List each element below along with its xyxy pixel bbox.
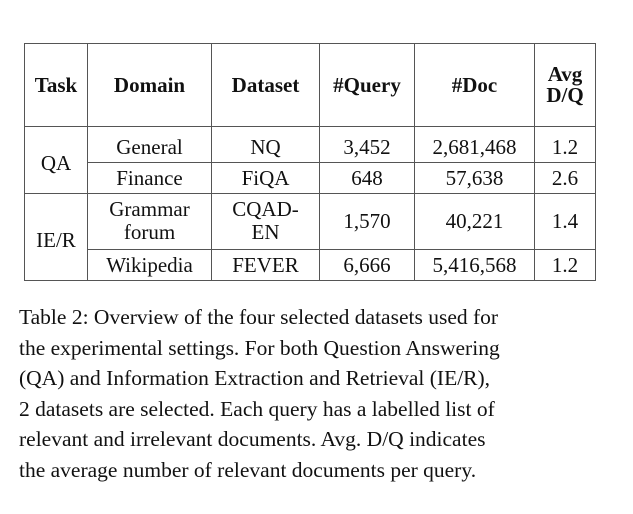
table-caption [19, 302, 611, 485]
dataset-two-line [232, 198, 299, 244]
doc-cell: 2,681,468 [415, 127, 535, 163]
caption-line: the experimental settings. For both Question Answering [19, 335, 500, 360]
doc-cell: 40,221 [415, 194, 535, 250]
dataset-line2: EN [251, 220, 280, 245]
header-avg-line2: D/Q [546, 83, 584, 107]
dataset-cell: NQ [212, 127, 320, 163]
avg-cell: 1.4 [535, 194, 596, 250]
domain-cell [88, 194, 212, 250]
header-dataset: Dataset [212, 44, 320, 127]
header-doc: #Doc [415, 44, 535, 127]
dataset-line1: CQAD- [232, 197, 299, 222]
table-row [25, 127, 596, 163]
task-cell-ier: IE/R [25, 194, 88, 281]
avg-cell: 1.2 [535, 127, 596, 163]
header-task: Task [25, 44, 88, 127]
query-cell: 648 [320, 163, 415, 194]
table-header [25, 44, 596, 127]
header-avg-line1: Avg [547, 62, 583, 86]
domain-line1: Grammar [109, 197, 190, 222]
caption-line: Table 2: Overview of the four selected datasets used for [19, 305, 499, 329]
header-domain: Domain [88, 44, 212, 127]
domain-cell: Wikipedia [88, 250, 212, 281]
domain-cell: Finance [88, 163, 212, 194]
domain-line2: forum [123, 220, 176, 245]
dataset-table-container [24, 43, 595, 281]
query-cell: 6,666 [320, 250, 415, 281]
query-cell: 3,452 [320, 127, 415, 163]
doc-cell: 5,416,568 [415, 250, 535, 281]
task-cell-qa: QA [25, 127, 88, 194]
dataset-cell: FiQA [212, 163, 320, 194]
ier-group [25, 194, 596, 281]
doc-cell: 57,638 [415, 163, 535, 194]
table-row [25, 163, 596, 194]
qa-group [25, 127, 596, 194]
table-row [25, 250, 596, 281]
avg-cell: 1.2 [535, 250, 596, 281]
caption-line: 2 datasets are selected. Each query has a labelled list of [19, 396, 495, 421]
table-row [25, 194, 596, 250]
caption-line: (QA) and Information Extraction and Retrieval (IE/R), [19, 366, 491, 390]
caption-line: the average number of relevant documents per query. [19, 457, 477, 482]
header-query: #Query [320, 44, 415, 127]
dataset-cell: FEVER [212, 250, 320, 281]
domain-cell: General [88, 127, 212, 163]
dataset-cell [212, 194, 320, 250]
dataset-overview-table [24, 43, 596, 281]
query-cell: 1,570 [320, 194, 415, 250]
domain-two-line [109, 198, 189, 244]
avg-cell: 2.6 [535, 163, 596, 194]
header-row [25, 44, 596, 127]
caption-line: relevant and irrelevant documents. Avg. D/Q indicates [19, 427, 486, 451]
header-avg-dq [535, 44, 596, 127]
